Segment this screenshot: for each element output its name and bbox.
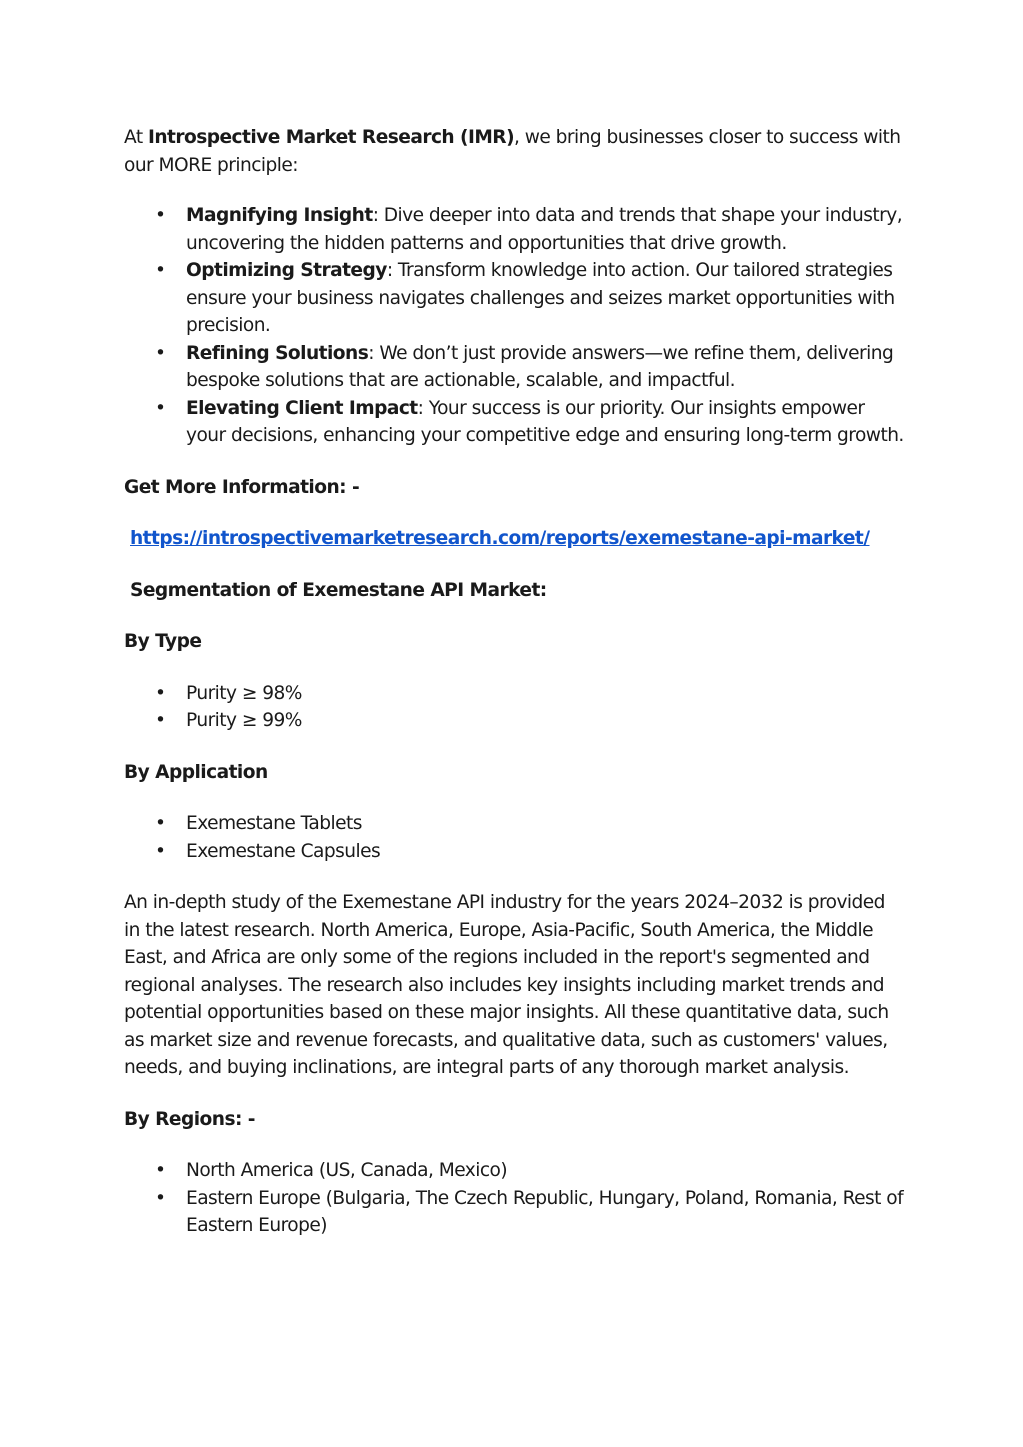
- document-page: [124, 124, 904, 1264]
- type-item: Purity ≥ 98%: [186, 682, 302, 704]
- list-item: [155, 707, 904, 735]
- by-type-heading: By Type: [124, 631, 202, 652]
- region-item: Eastern Europe (Bulgaria, The Czech Republic, Hungary, Poland, Romania, Rest of Eastern Europe): [186, 1187, 904, 1236]
- principle-title: Elevating Client Impact: [186, 397, 418, 419]
- bullet-icon: •: [155, 682, 166, 704]
- application-item: Exemestane Tablets: [186, 813, 362, 834]
- bullet-icon: •: [155, 260, 166, 281]
- link-line: [124, 525, 904, 553]
- list-item: [155, 202, 904, 257]
- principles-list: [124, 202, 904, 450]
- list-item: [155, 1185, 904, 1240]
- by-regions-heading: By Regions: -: [124, 1108, 255, 1130]
- principle-title: Magnifying Insight: [186, 205, 373, 226]
- principle-text: : Your success is our priority. Our insights empower your decisions, enhancing your competitive edge and ensuring long-term growth.: [186, 397, 904, 446]
- bullet-icon: •: [155, 205, 166, 226]
- bullet-icon: •: [155, 1187, 166, 1209]
- region-item: North America (US, Canada, Mexico): [186, 1160, 508, 1181]
- principle-text: : We don’t just provide answers—we refine them, delivering bespoke solutions that are actionable, scalable, and impactful.: [186, 342, 894, 391]
- company-name: Introspective Market Research (IMR): [147, 127, 515, 148]
- bullet-icon: •: [155, 1160, 166, 1181]
- bullet-icon: •: [155, 342, 166, 364]
- list-item: [155, 257, 904, 340]
- report-link[interactable]: https://introspectivemarketresearch.com/reports/exemestane-api-market/: [130, 528, 870, 549]
- by-regions-list: [124, 1157, 904, 1240]
- list-item: [155, 340, 904, 395]
- application-item: Exemestane Capsules: [186, 840, 381, 862]
- segmentation-heading: Segmentation of Exemestane API Market:: [130, 579, 547, 601]
- by-application-list: [124, 810, 904, 865]
- by-type-list: [124, 680, 904, 735]
- bullet-icon: •: [155, 813, 166, 834]
- list-item: [155, 838, 904, 866]
- list-item: [155, 1157, 904, 1185]
- more-info-heading: Get More Information: -: [124, 476, 360, 498]
- by-application-heading: By Application: [124, 761, 268, 783]
- principle-text: : Transform knowledge into action. Our tailored strategies ensure your business navigates challenges and seizes market opportunities with precision.: [186, 260, 895, 336]
- bullet-icon: •: [155, 840, 166, 862]
- type-item: Purity ≥ 99%: [186, 710, 302, 731]
- list-item: [155, 395, 904, 450]
- list-item: [155, 680, 904, 708]
- bullet-icon: •: [155, 710, 166, 731]
- bullet-icon: •: [155, 397, 166, 419]
- intro-paragraph: [124, 124, 904, 179]
- principle-text: : Dive deeper into data and trends that shape your industry, uncovering the hidden patterns and opportunities that drive growth.: [186, 205, 903, 254]
- study-paragraph: An in-depth study of the Exemestane API industry for the years 2024–2032 is provided in the latest research. North America, Europe, Asia-Pacific, South America, the Middle East, and Africa are only some of the regions included in the report's segmented and regional analyses. The research also includes key insights including market trends and potential opportunities based on these major insights. All these quantitative data, such as market size and revenue forecasts, and qualitative data, such as customers' values, needs, and buying inclinations, are integral parts of any thorough market analysis.: [124, 892, 889, 1078]
- intro-prefix: At: [124, 127, 148, 148]
- list-item: [155, 810, 904, 838]
- principle-title: Optimizing Strategy: [186, 260, 387, 281]
- principle-title: Refining Solutions: [186, 342, 369, 364]
- intro-suffix: , we bring businesses closer to success with our MORE principle:: [124, 127, 901, 176]
